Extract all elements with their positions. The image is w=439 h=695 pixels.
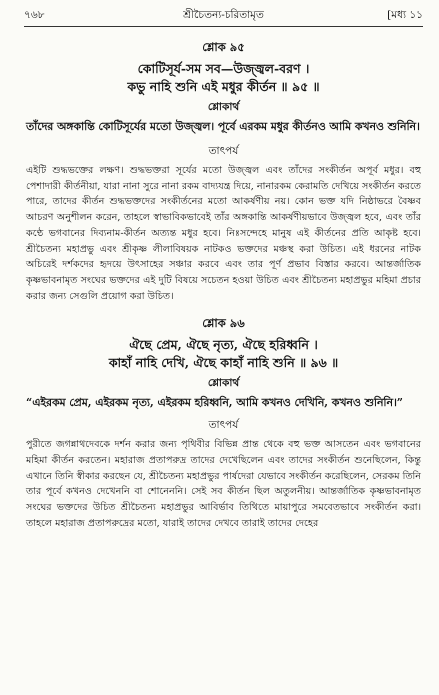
book-title: শ্রীচৈতন্য-চরিতামৃত (183, 9, 264, 21)
verse-95-line-2: কভু নাহি শুনি এই মধুর কীর্তন ॥ ৯৫ ॥ (127, 79, 320, 94)
verse-95-purport-label: তাৎপর্য (208, 145, 239, 157)
verse-95-translation: তাঁদের অঙ্গকান্তি কোটিসূর্যের মতো উজ্জ্বল। পূর্বে এরকম মধুর কীর্তনও আমি কখনও শুনিনি। (26, 120, 420, 133)
verse-95-heading: শ্লোক ৯৫ (202, 40, 245, 54)
verse-95-line-1: কোটিসূর্য-সম সব—উজ্জ্বল-বরণ । (137, 61, 310, 76)
page-header (24, 6, 423, 24)
verse-96-line-2: কাহাঁ নাহি দেখি, ঐছে কাহাঁ নাহি শুনি ॥ ৯৬ ॥ (108, 355, 339, 371)
verse-95-section (26, 39, 421, 304)
verse-96-translation: “এইরকম প্রেম, এইরকম নৃত্য, এইরকম হরিধ্বনি, আমি কখনও দেখিনি, কখনও শুনিনি।” (26, 396, 404, 410)
verse-96-section (26, 315, 421, 531)
verse-96-translation-label: শ্লোকার্থ (207, 377, 240, 390)
verse-95-purport: এইটি শুদ্ধভক্তের লক্ষণ। শুদ্ধভক্তরা সূর্যের মতো উজ্জ্বল এবং তাঁদের সংকীর্তন অপূর্ব মধুর। বহু পেশাদারী কীর্তনীয়া, যারা নানা সুরে নানা রকম বাদ্যযন্ত্র দিয়ে, নানারকম কেরামতি দেখিয়ে সংকীর্তন করতে পারে, তাদের কীর্তন শুদ্ধভক্তদের সংকীর্তনের মতো আকর্ষণীয় নয়। কোন ভক্ত যদি নিষ্ঠাভরে বৈষ্ণব আচরণ অনুশীলন করেন, তাহলে স্বাভাবিকভাবেই তাঁর অঙ্গকান্তি আকর্ষণীয়ভাবে উজ্জ্বল হবে, এবং তাঁর কণ্ঠে ভগবানের দিব্যনাম-কীর্তন অত্যন্ত মধুর হবে। নিঃসন্দেহে মানুষ এই কীর্তনের প্রতি আকৃষ্ট হবে। শ্রীচৈতন্য মহাপ্রভু এবং শ্রীকৃষ্ণ লীলাবিষয়ক নাটকও ভক্তদের মঞ্চস্থ করা উচিত। এই ধরনের নাটক অচিরেই দর্শকদের হৃদয়ে উৎসাহের সঞ্চার করবে এবং তার পূর্ণ প্রভাব বিস্তার করবে। আন্তর্জাতিক কৃষ্ণভাবনামৃত সংঘের ভক্তদের এই দুটি বিষয়ে সচেতন হওয়া উচিত এবং শ্রীচৈতন্য মহাপ্রভুর মহিমা প্রচার করার জন্য সেগুলি প্রয়োগ করা উচিত। (26, 165, 422, 302)
header-rule (24, 26, 423, 27)
page-number: ৭৬৮ (24, 9, 45, 21)
chapter-label: [মধ্য ১১ (387, 9, 423, 21)
page-content (26, 36, 421, 532)
verse-96-heading: শ্লোক ৯৬ (202, 316, 245, 331)
verse-96-purport: পুরীতে জগন্নাথদেবকে দর্শন করার জন্য পৃথিবীর বিভিন্ন প্রান্ত থেকে বহু ভক্ত আসতেন এবং ভগবানের মহিমা কীর্তন করতেন। মহারাজ প্রতাপরুদ্র তাদের দেখেছিলেন এবং তাদের সংকীর্তন শুনেছিলেন, কিন্তু এখানে তিনি স্বীকার করছেন যে, শ্রীচৈতন্য মহাপ্রভুর পার্ষদেরা যেভাবে সংকীর্তন করেছিলেন, সেরকম তিনি তার পূর্বে কখনও দেখেননি বা শোনেননি। সেই সব কীর্তন ছিল অতুলনীয়। আন্তর্জাতিক কৃষ্ণভাবনামৃত সংঘের ভক্তদের উচিত শ্রীচৈতন্য মহাপ্রভুর আবির্ভাব তিথিতে মায়াপুরে সমবেতভাবে সংকীর্তন করা। তাহলে মহারাজ প্রতাপরুদ্রের মতো, যারাই তাদের দেখবে তারাই তাদের দেহের (26, 439, 421, 529)
verse-96-line-1: ঐছে প্রেম, ঐছে নৃত্য, ঐছে হরিধ্বনি । (129, 337, 318, 353)
verse-95-translation-label: শ্লোকার্থ (207, 101, 240, 113)
verse-96-purport-label: তাৎপর্য (208, 419, 239, 432)
